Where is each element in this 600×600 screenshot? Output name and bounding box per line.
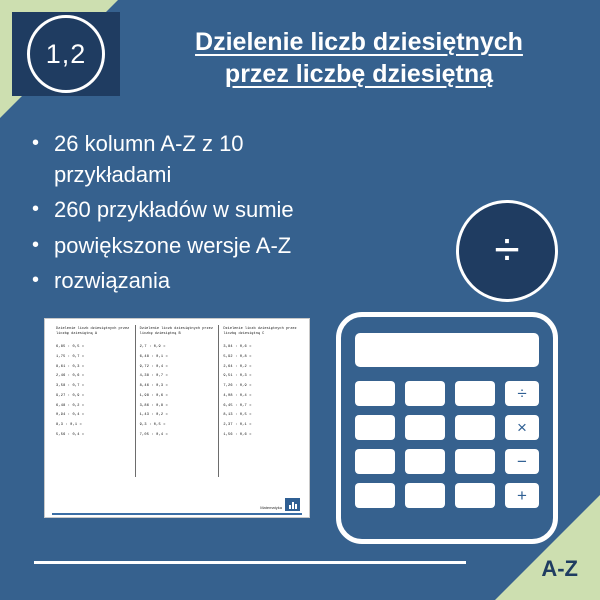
worksheet-column-header: Dzielenie liczb dziesiętnych przez liczbę dziesiętną C [223, 327, 297, 337]
brand-logo-icon [285, 498, 300, 511]
list-item [32, 230, 362, 261]
list-item-label: 260 przykładów w sumie [54, 197, 294, 223]
calculator-key [455, 381, 495, 406]
list-item-label: rozwiązania [54, 267, 171, 293]
grade-badge [12, 12, 120, 96]
worksheet-footer [260, 498, 300, 511]
worksheet-item: 5,56 : 0,4 = [56, 433, 85, 438]
worksheet-item: 6,48 : 0,1 = [139, 354, 168, 359]
list-item [32, 128, 362, 190]
grade-badge-label: 1,2 [27, 15, 105, 93]
worksheet-columns [52, 325, 302, 477]
worksheet-item: 1,56 : 0,6 = [223, 433, 252, 438]
list-item [32, 194, 362, 225]
worksheet-item: 9,3 : 0,5 = [139, 423, 166, 428]
worksheet-item: 4,38 : 0,7 = [139, 374, 168, 379]
worksheet-item: 2,37 : 0,1 = [223, 423, 252, 428]
worksheet-item: 6,45 : 0,7 = [223, 403, 252, 408]
division-icon [456, 200, 558, 302]
bullet-icon: • [32, 233, 40, 256]
calculator-key [405, 483, 445, 508]
feature-list [32, 128, 362, 300]
worksheet-item: 3,84 : 0,6 = [223, 345, 252, 349]
list-item-label: powiększone wersje A-Z [54, 232, 292, 258]
minus-icon: − [505, 449, 539, 474]
divider [34, 561, 466, 564]
worksheet-item: 7,26 : 0,9 = [223, 384, 252, 389]
divide-icon: ÷ [505, 381, 539, 406]
worksheet-column-header: Dzielenie liczb dziesiętnych przez liczbę dziesiętną B [139, 327, 213, 337]
worksheet-item: 1,43 : 0,2 = [139, 413, 168, 418]
worksheet-item: 2,46 : 0,6 = [56, 374, 85, 379]
az-range-label: A-Z [541, 556, 578, 581]
page-title [130, 26, 588, 90]
calculator-key [405, 381, 445, 406]
worksheet-item: 8,3 : 0,1 = [56, 423, 82, 428]
worksheet-item: 9,72 : 0,4 = [139, 364, 168, 369]
worksheet-item: 2,64 : 0,2 = [223, 364, 252, 369]
worksheet-item: 4,08 : 0,4 = [223, 393, 252, 398]
worksheet-column-b [135, 325, 219, 477]
calculator-key [405, 449, 445, 474]
worksheet-item: 1,98 : 0,6 = [139, 393, 168, 398]
calculator-key [355, 483, 395, 508]
multiply-icon: × [505, 415, 539, 440]
bullet-icon: • [32, 268, 40, 291]
worksheet-item: 8,61 : 0,3 = [56, 364, 85, 369]
calculator-illustration [336, 312, 558, 544]
bullet-icon: • [32, 198, 40, 221]
worksheet-column-a [52, 325, 135, 477]
calculator-key [455, 449, 495, 474]
worksheet-item: 1,75 : 0,7 = [56, 354, 85, 359]
calculator-body [355, 381, 539, 508]
worksheet-item: 2,7 : 0,9 = [139, 345, 166, 349]
page-title-line-2: przez liczbę dziesiętną [224, 60, 494, 88]
page-title-line-1: Dzielenie liczb dziesiętnych [195, 28, 523, 56]
calculator-key [405, 415, 445, 440]
calculator-key [455, 483, 495, 508]
worksheet-item: 3,86 : 0,8 = [139, 403, 168, 408]
calculator-keypad [355, 381, 495, 508]
worksheet-preview [44, 318, 310, 518]
worksheet-item: 7,05 : 0,4 = [139, 433, 168, 438]
worksheet-item: 6,48 : 0,2 = [56, 403, 85, 408]
calculator-screen [355, 333, 539, 367]
worksheet-inner [52, 325, 302, 515]
worksheet-column-c [218, 325, 302, 477]
division-glyph: ÷ [494, 223, 520, 275]
list-item [32, 265, 362, 296]
worksheet-item: 3,58 : 0,7 = [56, 384, 85, 389]
worksheet-item: 9,27 : 0,9 = [56, 393, 85, 398]
worksheet-brand-label: Matematyka [260, 505, 282, 510]
calculator-key [355, 415, 395, 440]
calculator-key [355, 449, 395, 474]
calculator-key [455, 415, 495, 440]
worksheet-item: 5,92 : 0,8 = [223, 354, 252, 359]
bullet-icon: • [32, 132, 40, 154]
worksheet-item: 8,46 : 0,3 = [139, 384, 168, 389]
calculator-key [355, 381, 395, 406]
worksheet-item: 8,13 : 0,5 = [223, 413, 252, 418]
list-item-label: 26 kolumn A-Z z 10 przykładami [54, 131, 244, 188]
worksheet-column-header: Dzielenie liczb dziesiętnych przez liczbę dziesiętną A [56, 327, 130, 337]
worksheet-item: 0,94 : 0,4 = [56, 413, 85, 418]
worksheet-item: 9,51 : 0,3 = [223, 374, 252, 379]
calculator-operations [505, 381, 539, 508]
worksheet-item: 6,85 : 0,5 = [56, 345, 85, 349]
plus-icon: + [505, 483, 539, 508]
